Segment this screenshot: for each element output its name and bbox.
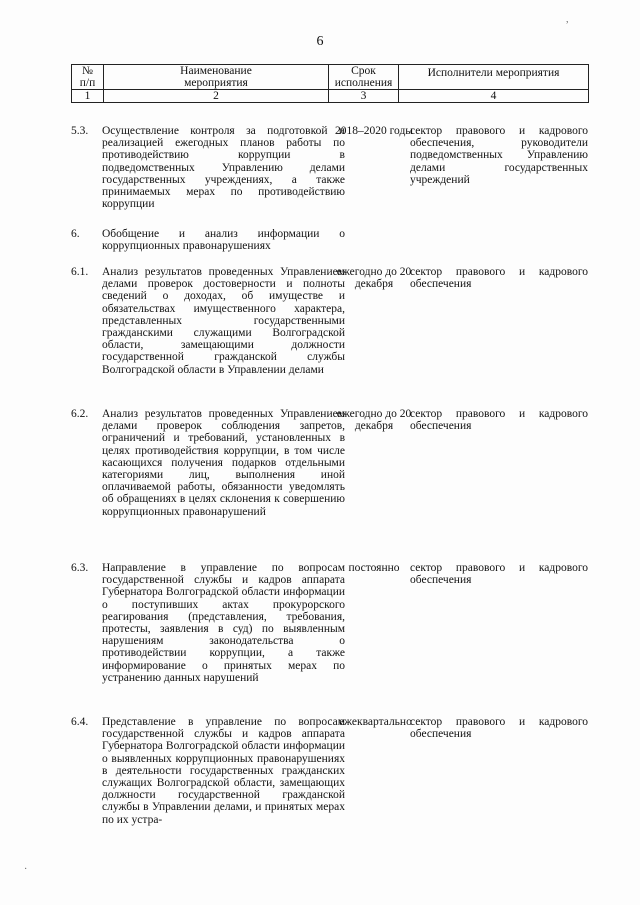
row-term: ежеквартально xyxy=(339,716,412,728)
row-name: Осуществление контроля за подготовкой и реализацией ежегодных планов работы по противодействию коррупции в подведомственных Управлению делами государственных учреждениях, а также принимаемых мерах по противодействию коррупции xyxy=(102,125,345,211)
header-name xyxy=(104,65,329,90)
row-term: ежегодно до 20 декабря xyxy=(336,408,412,433)
header-num xyxy=(72,65,104,90)
header-term-line2: исполнения xyxy=(334,77,393,89)
row-number: 5.3. xyxy=(71,125,89,137)
row-executors: сектор правового и кадрового обеспечения xyxy=(410,562,588,587)
row-name: Представление в управление по вопросам государственной службы и кадров аппарата Губернатора Волгоградской области информации о выявленных коррупционных правонарушениях в деятельности государственных гражданских служащих Волгоградской области, замещающих должности государственной гражданской службы в Управлении делами, и принятых мерах по их устра- xyxy=(102,716,345,826)
header-name-line1: Наименование xyxy=(180,65,252,77)
row-name: Анализ результатов проведенных Управлением делами проверок достоверности и полноты сведений о доходах, об имуществе и обязательствах имущественного характера, представленных государственными гражданскими служащими Волгоградской области, замещающими должности государственной гражданской службы Волгоградской области в Управлении делами xyxy=(102,266,345,376)
row-executors: сектор правового и кадрового обеспечения xyxy=(410,716,588,741)
header-col-3: 3 xyxy=(329,90,399,103)
header-num-line2: п/п xyxy=(79,77,96,89)
scan-mark: · xyxy=(24,864,28,875)
header-exec: Исполнители мероприятия xyxy=(399,65,589,90)
row-term: ежегодно до 20 декабря xyxy=(336,266,412,291)
header-term-line1: Срок xyxy=(351,65,376,77)
row-number: 6.4. xyxy=(71,716,89,728)
row-name: Анализ результатов проведенных Управлением делами проверок соблюдения запретов, ограничений и требований, установленных в целях противодействия коррупции, в том числе касающихся получения подарков отдельными категориями лиц, выполнения иной оплачиваемой работы, обязанности уведомлять об обращениях в целях склонения к совершению коррупционных правонарушений xyxy=(102,408,345,518)
row-executors: сектор правового и кадрового обеспечения xyxy=(410,266,588,291)
row-number: 6. xyxy=(71,228,80,240)
header-num-line1: № xyxy=(82,65,93,77)
header-col-2: 2 xyxy=(104,90,329,103)
row-number: 6.1. xyxy=(71,266,89,278)
row-term: постоянно xyxy=(348,562,400,574)
row-number: 6.2. xyxy=(71,408,89,420)
row-number: 6.3. xyxy=(71,562,89,574)
header-term xyxy=(329,65,399,90)
row-executors: сектор правового и кадрового обеспечения, руководители подведомственных Управлению делами государственных учреждений xyxy=(410,125,588,186)
table-header xyxy=(71,64,589,103)
header-col-1: 1 xyxy=(72,90,104,103)
row-name: Обобщение и анализ информации о коррупционных правонарушениях xyxy=(102,228,345,253)
page-number: 6 xyxy=(316,34,324,49)
row-executors: сектор правового и кадрового обеспечения xyxy=(410,408,588,433)
header-name-line2: мероприятия xyxy=(184,77,248,89)
row-name: Направление в управление по вопросам государственной службы и кадров аппарата Губернатора Волгоградской области информации о поступивших актах прокурорского реагирования (представления, требования, протесты, заявления в суд) по выявленным нарушениям законодательства о противодействии коррупции, а также информирование о принятых мерах по устранению данных нарушений xyxy=(102,562,345,684)
scan-mark: , xyxy=(566,14,569,25)
header-col-4: 4 xyxy=(399,90,589,103)
row-term: 2018–2020 годы xyxy=(334,125,414,137)
